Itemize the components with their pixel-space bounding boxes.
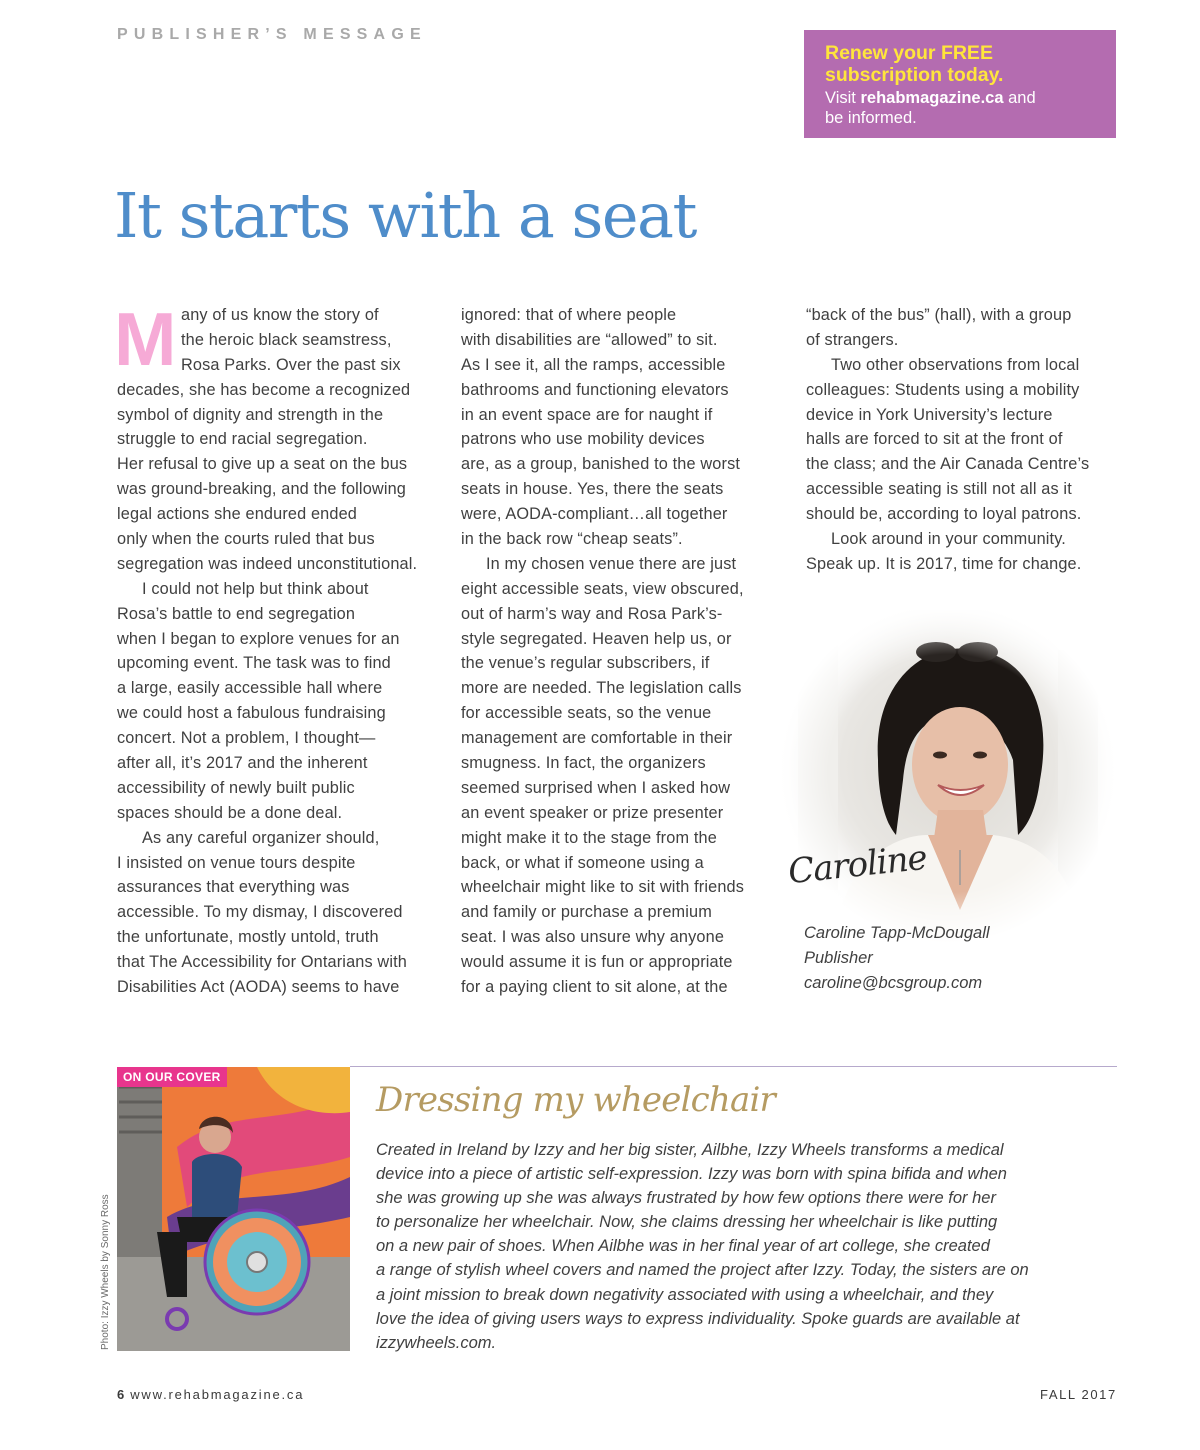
cover-story-title: Dressing my wheelchair xyxy=(376,1080,775,1120)
text-line: back, or what if someone using a xyxy=(461,853,704,872)
text-line: smugness. In fact, the organizers xyxy=(461,754,706,773)
cover-story-text xyxy=(376,1138,1118,1355)
text-line: Created in Ireland by Izzy and her big sister, Ailbhe, Izzy Wheels transforms a medical xyxy=(376,1141,1004,1159)
text-line: on a new pair of shoes. When Ailbhe was in her final year of art college, she created xyxy=(376,1237,990,1256)
text-line: out of harm’s way and Rosa Park’s- xyxy=(461,604,723,623)
promo-headline: Renew your FREE subscription today. xyxy=(825,42,1004,86)
text-line: accessible. To my dismay, I discovered xyxy=(117,903,403,922)
footer-left xyxy=(117,1387,304,1402)
text-line: with disabilities are “allowed” to sit. xyxy=(461,330,718,349)
text-line: Speak up. It is 2017, time for change. xyxy=(806,554,1082,573)
text-line: wheelchair might like to sit with friends xyxy=(461,878,745,897)
text-line: halls are forced to sit at the front of xyxy=(806,430,1063,449)
text-line: management are comfortable in their xyxy=(461,729,733,748)
text-line: I could not help but think about xyxy=(142,579,369,598)
text-line: the venue’s regular subscribers, if xyxy=(461,654,710,673)
text-line: As any careful organizer should, xyxy=(142,828,380,847)
text-line: patrons who use mobility devices xyxy=(461,430,705,449)
text-line: more are needed. The legislation calls xyxy=(461,679,742,698)
text-line: an event speaker or prize presenter xyxy=(461,803,724,822)
text-line: ignored: that of where people xyxy=(461,306,677,324)
text-line: “back of the bus” (hall), with a group xyxy=(806,306,1072,324)
text-line: in the back row “cheap seats”. xyxy=(461,530,683,549)
text-line: As I see it, all the ramps, accessible xyxy=(461,355,726,374)
text-line: for accessible seats, so the venue xyxy=(461,704,712,723)
text-line: and family or purchase a premium xyxy=(461,903,712,922)
publisher-role: Publisher xyxy=(804,949,873,967)
text-line: when I began to explore venues for an xyxy=(117,629,400,648)
article-title: It starts with a seat xyxy=(114,179,696,252)
text-line: in an event space are for naught if xyxy=(461,405,713,424)
text-line: that The Accessibility for Ontarians with xyxy=(117,953,407,972)
text-line: eight accessible seats, view obscured, xyxy=(461,579,744,598)
text-line: style segregated. Heaven help us, or xyxy=(461,629,732,648)
text-line: she was growing up she was always frustrated by how few options there were for her xyxy=(376,1189,996,1208)
text-line: a joint mission to break down negativity associated with using a wheelchair, and they xyxy=(376,1285,994,1304)
text-line: colleagues: Students using a mobility xyxy=(806,380,1080,399)
text-line: was ground-breaking, and the following xyxy=(117,480,406,499)
text-line: were, AODA-compliant…all together xyxy=(461,505,728,524)
photo-credit: Photo: Izzy Wheels by Sonny Ross xyxy=(100,1194,111,1350)
promo-site-link[interactable]: rehabmagazine.ca xyxy=(860,89,1004,107)
issue-label: FALL 2017 xyxy=(1040,1387,1117,1402)
publisher-credit xyxy=(804,921,990,996)
text-line: segregation was indeed unconstitutional. xyxy=(117,554,418,573)
text-line: love the idea of giving users ways to express individuality. Spoke guards are available at xyxy=(376,1309,1020,1328)
publisher-email[interactable]: caroline@bcsgroup.com xyxy=(804,974,983,992)
text-line: Her refusal to give up a seat on the bus xyxy=(117,455,408,474)
text-line: of strangers. xyxy=(806,330,899,349)
text-line: a range of stylish wheel covers and named the project after Izzy. Today, the sisters are on xyxy=(376,1261,1029,1280)
section-label: PUBLISHER’S MESSAGE xyxy=(117,26,427,43)
signature: Caroline xyxy=(786,837,929,893)
text-line: are, as a group, banished to the worst xyxy=(461,455,741,474)
subscription-promo[interactable] xyxy=(804,30,1116,138)
text-line: for a paying client to sit alone, at the xyxy=(461,978,728,997)
text-line: bathrooms and functioning elevators xyxy=(461,380,729,399)
text-line: device into a piece of artistic self-expression. Izzy was born with spina bifida and when xyxy=(376,1165,1007,1184)
article-column-3 xyxy=(806,303,1116,577)
text-line: any of us know the story of xyxy=(181,306,379,324)
text-line: seat. I was also unsure why anyone xyxy=(461,928,725,947)
text-line: upcoming event. The task was to find xyxy=(117,654,391,673)
text-line: might make it to the stage from the xyxy=(461,828,717,847)
text-line: Two other observations from local xyxy=(831,355,1080,374)
cover-photo xyxy=(117,1067,350,1351)
footer-site-link[interactable]: www.rehabmagazine.ca xyxy=(130,1387,305,1402)
text-line: seemed surprised when I asked how xyxy=(461,778,731,797)
text-line: legal actions she endured ended xyxy=(117,505,358,524)
page-number: 6 xyxy=(117,1387,125,1402)
text-line: the unfortunate, mostly untold, truth xyxy=(117,928,379,947)
text-line: Rosa’s battle to end segregation xyxy=(117,604,356,623)
text-line: Rosa Parks. Over the past six xyxy=(181,355,401,374)
text-line: concert. Not a problem, I thought— xyxy=(117,729,376,748)
text-line: assurances that everything was xyxy=(117,878,350,897)
drop-cap: M xyxy=(114,297,177,381)
article-column-1 xyxy=(117,303,437,1000)
text-line: the heroic black seamstress, xyxy=(181,330,392,349)
text-line: izzywheels.com. xyxy=(376,1333,497,1352)
text-line: device in York University’s lecture xyxy=(806,405,1053,424)
text-line: we could host a fabulous fundraising xyxy=(117,704,386,723)
text-line: In my chosen venue there are just xyxy=(486,554,737,573)
text-line: the class; and the Air Canada Centre’s xyxy=(806,455,1090,474)
publisher-name: Caroline Tapp-McDougall xyxy=(804,924,990,942)
text-line: accessible seating is still not all as it xyxy=(806,480,1072,499)
text-line: Look around in your community. xyxy=(831,530,1066,549)
article-column-2 xyxy=(461,303,781,1000)
text-line: symbol of dignity and strength in the xyxy=(117,405,384,424)
text-line: should be, according to loyal patrons. xyxy=(806,505,1082,524)
text-line: seats in house. Yes, there the seats xyxy=(461,480,724,499)
text-line: Disabilities Act (AODA) seems to have xyxy=(117,978,400,997)
text-line: to personalize her wheelchair. Now, she claims dressing her wheelchair is like putting xyxy=(376,1213,998,1232)
text-line: spaces should be a done deal. xyxy=(117,803,343,822)
text-line: would assume it is fun or appropriate xyxy=(461,953,733,972)
text-line: decades, she has become a recognized xyxy=(117,380,411,399)
text-line: struggle to end racial segregation. xyxy=(117,430,368,449)
text-line: I insisted on venue tours despite xyxy=(117,853,356,872)
text-line: accessibility of newly built public xyxy=(117,778,355,797)
text-line: only when the courts ruled that bus xyxy=(117,530,375,549)
text-line: after all, it’s 2017 and the inherent xyxy=(117,754,368,773)
text-line: a large, easily accessible hall where xyxy=(117,679,383,698)
cover-badge: ON OUR COVER xyxy=(117,1067,227,1087)
promo-text: Visit rehabmagazine.ca and be informed. xyxy=(825,89,1036,127)
publisher-portrait xyxy=(778,610,1118,950)
section-divider xyxy=(350,1066,1117,1067)
